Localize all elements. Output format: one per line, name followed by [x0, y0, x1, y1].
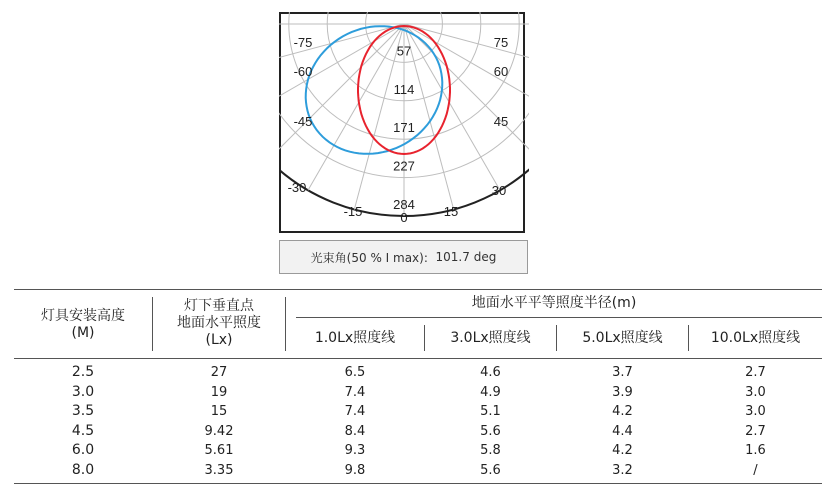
header-radius-group: 地面水平平等照度半径(m) — [471, 295, 637, 311]
header-radius-5lx: 5.0Lx照度线 — [582, 330, 663, 346]
angle-label-left: -15 — [343, 204, 363, 219]
table-cell-center-lx: 19 — [210, 384, 228, 400]
table-cell-height: 4.5 — [71, 422, 95, 439]
table-header-rule — [14, 358, 822, 359]
table-cell-height: 8.0 — [71, 461, 95, 478]
beam-angle-label: 光束角(50 % I max): — [310, 250, 428, 265]
table-cell-center-lx: 27 — [210, 365, 228, 380]
table-cell-r10: 1.6 — [745, 443, 766, 458]
table-cell-r1: 6.5 — [344, 365, 366, 380]
table-cell-r1: 7.4 — [344, 404, 366, 419]
table-cell-r10: 3.0 — [745, 384, 766, 400]
table-cell-center-lx: 5.61 — [204, 443, 234, 458]
angle-label-right: 45 — [493, 114, 509, 129]
table-cell-r1: 9.3 — [344, 443, 366, 458]
table-cell-r1: 9.8 — [344, 462, 366, 478]
table-cell-r5: 4.2 — [612, 404, 633, 419]
header-radius-10lx: 10.0Lx照度线 — [710, 330, 801, 346]
table-cell-r3: 4.9 — [480, 384, 501, 400]
table-cell-r3: 5.8 — [480, 443, 501, 458]
radial-label: 114 — [393, 81, 415, 97]
table-cell-r3: 5.1 — [480, 404, 501, 419]
radial-label: 227 — [393, 158, 415, 174]
header-center-line1: 灯下垂直点 — [184, 298, 254, 314]
polar-distribution-chart — [279, 12, 529, 234]
angle-label-right: 15 — [443, 204, 459, 219]
table-cell-r5: 3.2 — [612, 462, 633, 478]
table-bottom-rule — [14, 483, 822, 484]
table-cell-r1: 8.4 — [344, 423, 366, 439]
header-install-height-line2: (M) — [71, 325, 95, 341]
beam-angle-box — [279, 240, 528, 274]
angle-label-left: -30 — [287, 180, 307, 195]
table-cell-height: 3.0 — [71, 383, 95, 400]
table-cell-r10: 2.7 — [745, 423, 766, 439]
angle-label-right: 75 — [493, 35, 509, 50]
beam-angle-spacer — [428, 250, 436, 264]
table-cell-height: 3.5 — [71, 403, 95, 419]
table-cell-r5: 4.2 — [612, 443, 633, 458]
table-cell-r10: / — [753, 462, 758, 478]
header-radius-3lx: 3.0Lx照度线 — [450, 330, 531, 346]
beam-angle-value: 101.7 deg — [435, 250, 497, 264]
table-top-rule — [14, 289, 822, 290]
radial-label: 57 — [396, 43, 412, 59]
table-cell-r5: 3.7 — [612, 365, 633, 380]
table-cell-height: 2.5 — [71, 364, 95, 380]
table-cell-height: 6.0 — [71, 442, 95, 458]
header-center-line2: 地面水平照度 — [177, 315, 261, 331]
radial-label: 284 — [393, 197, 415, 212]
table-cell-r5: 3.9 — [612, 384, 633, 400]
table-cell-center-lx: 15 — [210, 404, 228, 419]
header-center-line3: (Lx) — [205, 332, 233, 348]
angle-label-right: 30 — [491, 183, 507, 198]
angle-label-zero: 0 — [400, 210, 408, 225]
angle-label-right: 60 — [493, 64, 509, 79]
header-install-height-line1: 灯具安装高度 — [41, 308, 125, 324]
table-cell-r3: 4.6 — [480, 365, 501, 380]
angle-label-left: -45 — [293, 114, 313, 129]
angle-label-left: -75 — [293, 35, 313, 50]
table-cell-center-lx: 9.42 — [204, 423, 234, 439]
table-cell-r10: 3.0 — [745, 404, 766, 419]
table-cell-r3: 5.6 — [480, 462, 501, 478]
angle-label-left: -60 — [293, 64, 313, 79]
header-radius-1lx: 1.0Lx照度线 — [314, 330, 396, 346]
table-cell-r5: 4.4 — [612, 423, 633, 439]
header-center-illuminance — [153, 298, 285, 349]
table-cell-r1: 7.4 — [344, 384, 366, 400]
table-cell-r10: 2.7 — [745, 365, 766, 380]
header-install-height — [14, 308, 152, 342]
radial-label: 171 — [393, 120, 415, 136]
table-cell-center-lx: 3.35 — [204, 462, 234, 478]
group-header-rule — [296, 317, 822, 318]
table-cell-r3: 5.6 — [480, 423, 501, 439]
